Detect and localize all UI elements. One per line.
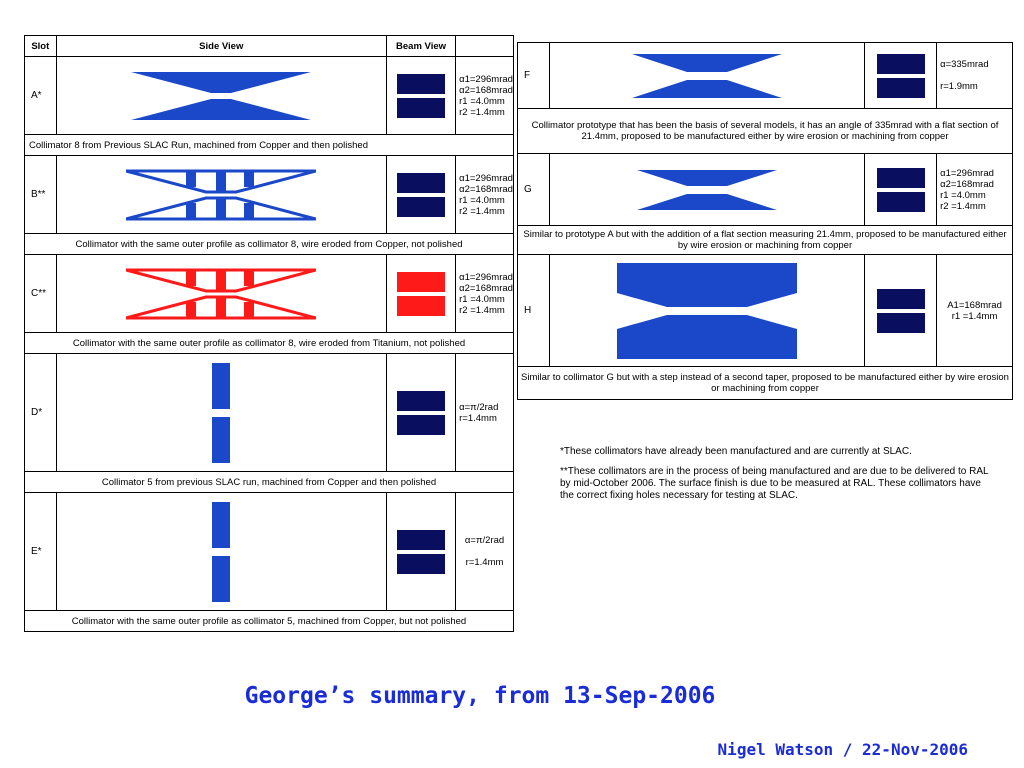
footnote-single-star: *These collimators have already been manufactured and are currently at SLAC.	[560, 446, 912, 457]
side-view-diagram	[56, 354, 386, 472]
table-row	[25, 354, 514, 472]
slot-label: C**	[25, 255, 57, 333]
footnote-double-star: **These collimators are in the process of being manufactured and are due to be delivered to RAL by mid-October 2006. The surface finish is due to be measured at RAL. These collimators have the correct fixing holes necessary for testing at SLAC.	[560, 466, 989, 501]
parameters: α=π/2rad r=1.4mm	[456, 354, 514, 472]
side-view-diagram	[56, 57, 386, 135]
beam-view-diagram	[386, 156, 455, 234]
slot-label: B**	[25, 156, 57, 234]
collimator-table-left	[24, 35, 514, 632]
row-caption: Collimator prototype that has been the basis of several models, it has an angle of 335mrad with a flat section of 21.4mm, proposed to be manufactured either by wire erosion or machining from copper	[518, 109, 1013, 154]
beam-view-diagram	[865, 255, 937, 367]
slot-label: H	[518, 255, 550, 367]
side-view-diagram	[56, 255, 386, 333]
slot-label: E*	[25, 493, 57, 611]
footer-credit: Nigel Watson / 22-Nov-2006	[717, 740, 968, 759]
parameters: α=π/2rad r=1.4mm	[456, 493, 514, 611]
parameters: α=335mrad r=1.9mm	[937, 43, 1013, 109]
slot-label: G	[518, 154, 550, 226]
row-caption: Collimator with the same outer profile as collimator 8, wire eroded from Titanium, not polished	[25, 333, 514, 354]
parameters: A1=168mrad r1 =1.4mm	[937, 255, 1013, 367]
footnotes	[560, 446, 990, 510]
side-view-diagram	[56, 156, 386, 234]
table-row	[518, 109, 1013, 154]
table-row	[25, 234, 514, 255]
beam-view-diagram	[865, 43, 937, 109]
table-row	[25, 493, 514, 611]
beam-view-diagram	[865, 154, 937, 226]
beam-view-diagram	[386, 57, 455, 135]
table-row	[518, 255, 1013, 367]
header-beam-view: Beam View	[386, 36, 455, 57]
table-row	[25, 156, 514, 234]
table-row	[518, 43, 1013, 109]
table-row	[25, 333, 514, 354]
row-caption: Collimator 8 from Previous SLAC Run, machined from Copper and then polished	[25, 135, 514, 156]
side-view-diagram	[549, 154, 864, 226]
header-side-view: Side View	[56, 36, 386, 57]
table-header-row	[25, 36, 514, 57]
side-view-diagram	[549, 255, 864, 367]
parameters: α1=296mrad α2=168mrad r1 =4.0mm r2 =1.4mm	[937, 154, 1013, 226]
collimator-table-right	[517, 42, 1013, 400]
parameters: α1=296mrad α2=168mrad r1 =4.0mm r2 =1.4mm	[456, 255, 514, 333]
beam-view-diagram	[386, 255, 455, 333]
parameters: α1=296mrad α2=168mrad r1 =4.0mm r2 =1.4mm	[456, 57, 514, 135]
table-row	[25, 135, 514, 156]
side-view-diagram	[549, 43, 864, 109]
beam-view-diagram	[386, 493, 455, 611]
row-caption: Similar to collimator G but with a step instead of a second taper, proposed to be manufactured either by wire erosion or machining from copper	[518, 367, 1013, 400]
side-view-diagram	[56, 493, 386, 611]
table-row	[25, 255, 514, 333]
row-caption: Collimator with the same outer profile as collimator 5, machined from Copper, but not polished	[25, 611, 514, 632]
row-caption: Similar to prototype A but with the addition of a flat section measuring 21.4mm, proposed to be manufactured either by wire erosion or machining from copper	[518, 226, 1013, 255]
slot-label: D*	[25, 354, 57, 472]
table-row	[518, 367, 1013, 400]
row-caption: Collimator with the same outer profile as collimator 8, wire eroded from Copper, not polished	[25, 234, 514, 255]
slot-label: F	[518, 43, 550, 109]
row-caption: Collimator 5 from previous SLAC run, machined from Copper and then polished	[25, 472, 514, 493]
slot-label: A*	[25, 57, 57, 135]
page-title: George’s summary, from 13-Sep-2006	[244, 683, 716, 709]
table-row	[25, 611, 514, 632]
header-slot: Slot	[25, 36, 57, 57]
parameters: α1=296mrad α2=168mrad r1 =4.0mm r2 =1.4mm	[456, 156, 514, 234]
table-row	[518, 226, 1013, 255]
table-row	[25, 472, 514, 493]
table-row	[25, 57, 514, 135]
beam-view-diagram	[386, 354, 455, 472]
table-row	[518, 154, 1013, 226]
